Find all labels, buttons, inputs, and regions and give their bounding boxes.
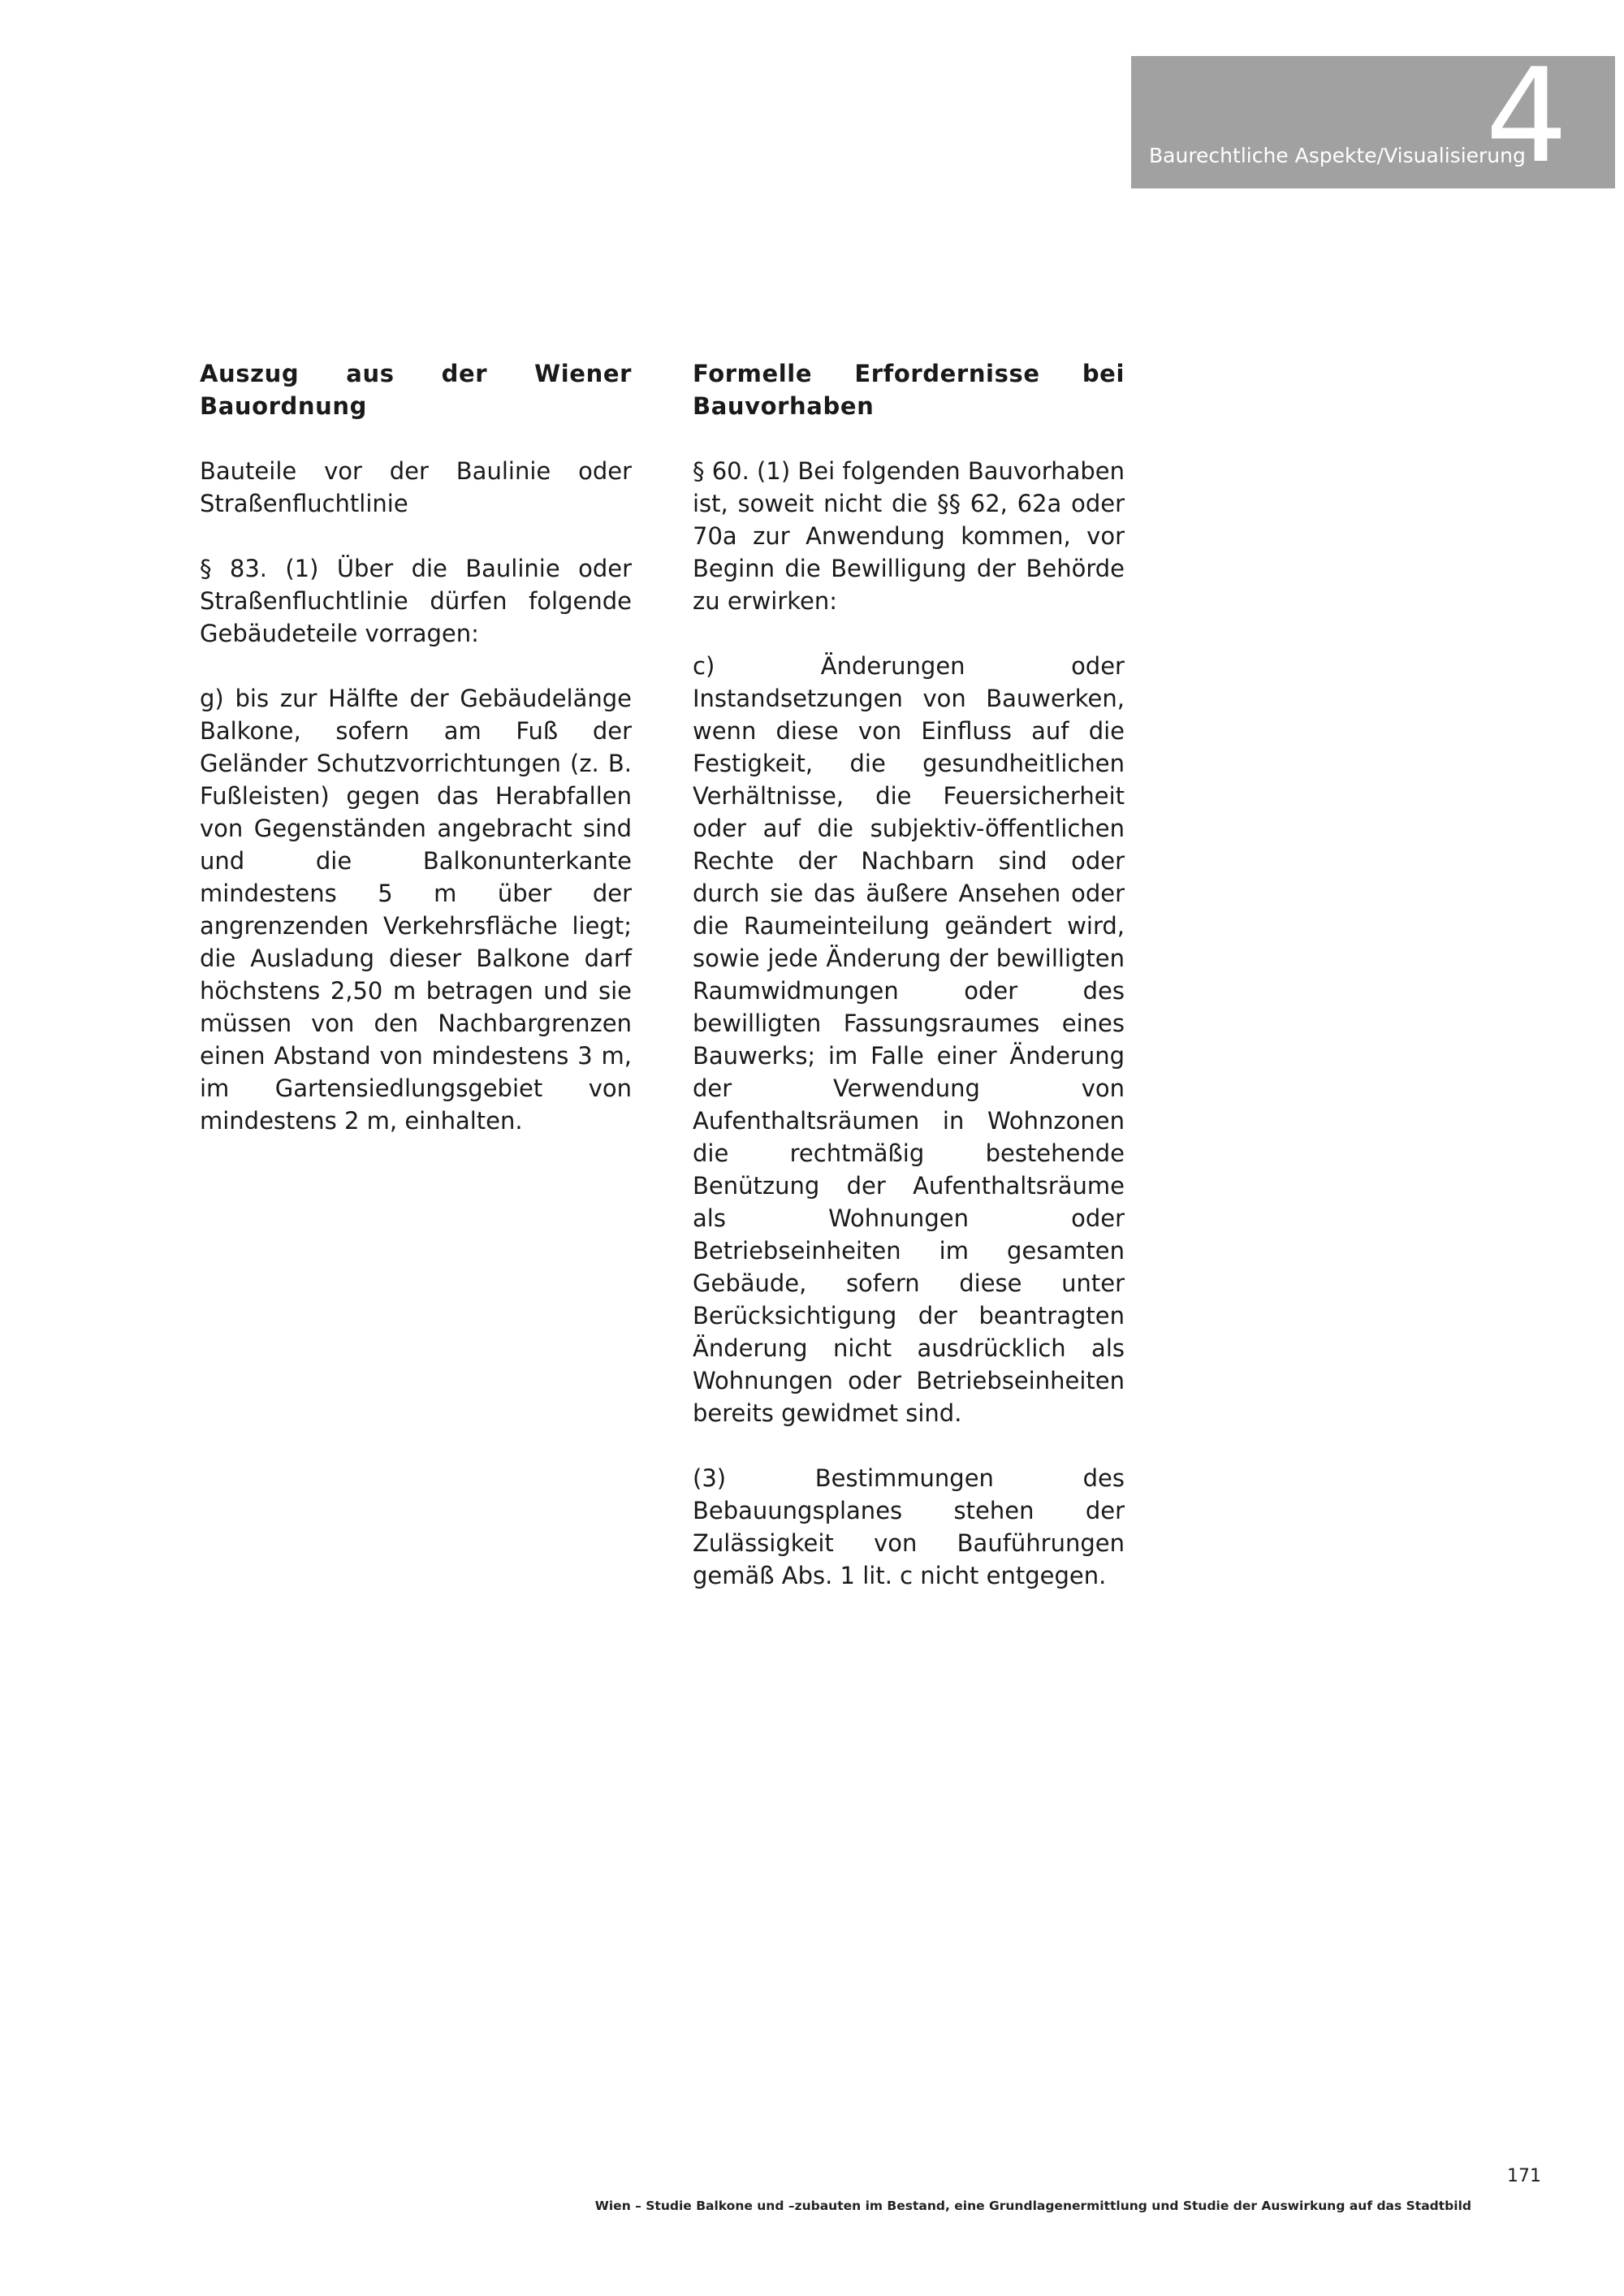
- left-paragraph-3: g) bis zur Hälfte der Gebäudelänge Balkone, sofern am Fuß der Geländer Schutzvorrichtungen (z. B. Fußleisten) gegen das Herabfallen von Gegenständen angebracht sind und die Balkonunterkante mindestens 5 m über der angrenzenden Verkehrsfläche liegt; die Ausladung dieser Balkone darf höchstens 2,50 m betragen und sie müssen von den Nachbargrenzen einen Abstand von mindestens 3 m, im Gartensiedlungsgebiet von mindestens 2 m, einhalten.: [200, 685, 632, 1135]
- right-paragraph-2: c) Änderungen oder Instandsetzungen von Bauwerken, wenn diese von Einfluss auf die Festigkeit, die gesundheitlichen Verhältnisse, die Feuersicherheit oder auf die subjektiv-öffentlichen Rechte der Nachbarn sind oder durch sie das äußere Ansehen oder die Raumeinteilung geändert wird, sowie jede Änderung der bewilligten Raumwidmungen oder des bewilligten Fassungsraumes eines Bauwerks; im Falle einer Änderung der Verwendung von Aufenthaltsräumen in Wohnzonen die rechtmäßig bestehende Benützung der Aufenthaltsräume als Wohnungen oder Betriebseinheiten im gesamten Gebäude, sofern diese unter Berücksichtigung der beantragten Änderung nicht ausdrücklich als Wohnungen oder Betriebseinheiten bereits gewidmet sind.: [693, 652, 1125, 1427]
- right-paragraph-1: § 60. (1) Bei folgenden Bauvorhaben ist, soweit nicht die §§ 62, 62a oder 70a zur Anwendung kommen, vor Beginn die Bewilligung der Behörde zu erwirken:: [693, 457, 1125, 615]
- footer-text: Wien – Studie Balkone und –zubauten im Bestand, eine Grundlagenermittlung und Studie der Auswirkung auf das Stadtbild: [594, 2199, 1471, 2213]
- right-column: [693, 357, 1125, 1592]
- page-number: 171: [1507, 2166, 1541, 2186]
- chapter-header: [1131, 40, 1615, 192]
- left-paragraph-2: § 83. (1) Über die Baulinie oder Straßenfluchtlinie dürfen folgende Gebäudeteile vorragen:: [200, 555, 632, 647]
- left-heading: Auszug aus der Wiener Bauordnung: [200, 360, 632, 420]
- right-paragraph-3: (3) Bestimmungen des Bebauungsplanes stehen der Zulässigkeit von Bauführungen gemäß Abs. 1 lit. c nicht entgegen.: [693, 1464, 1125, 1589]
- left-paragraph-1: Bauteile vor der Baulinie oder Straßenfluchtlinie: [200, 457, 632, 517]
- right-heading: Formelle Erfordernisse bei Bauvorhaben: [693, 360, 1125, 420]
- chapter-number: 4: [1485, 40, 1568, 192]
- chapter-title: Baurechtliche Aspekte/Visualisierung: [1149, 144, 1526, 167]
- left-column: [200, 357, 632, 1137]
